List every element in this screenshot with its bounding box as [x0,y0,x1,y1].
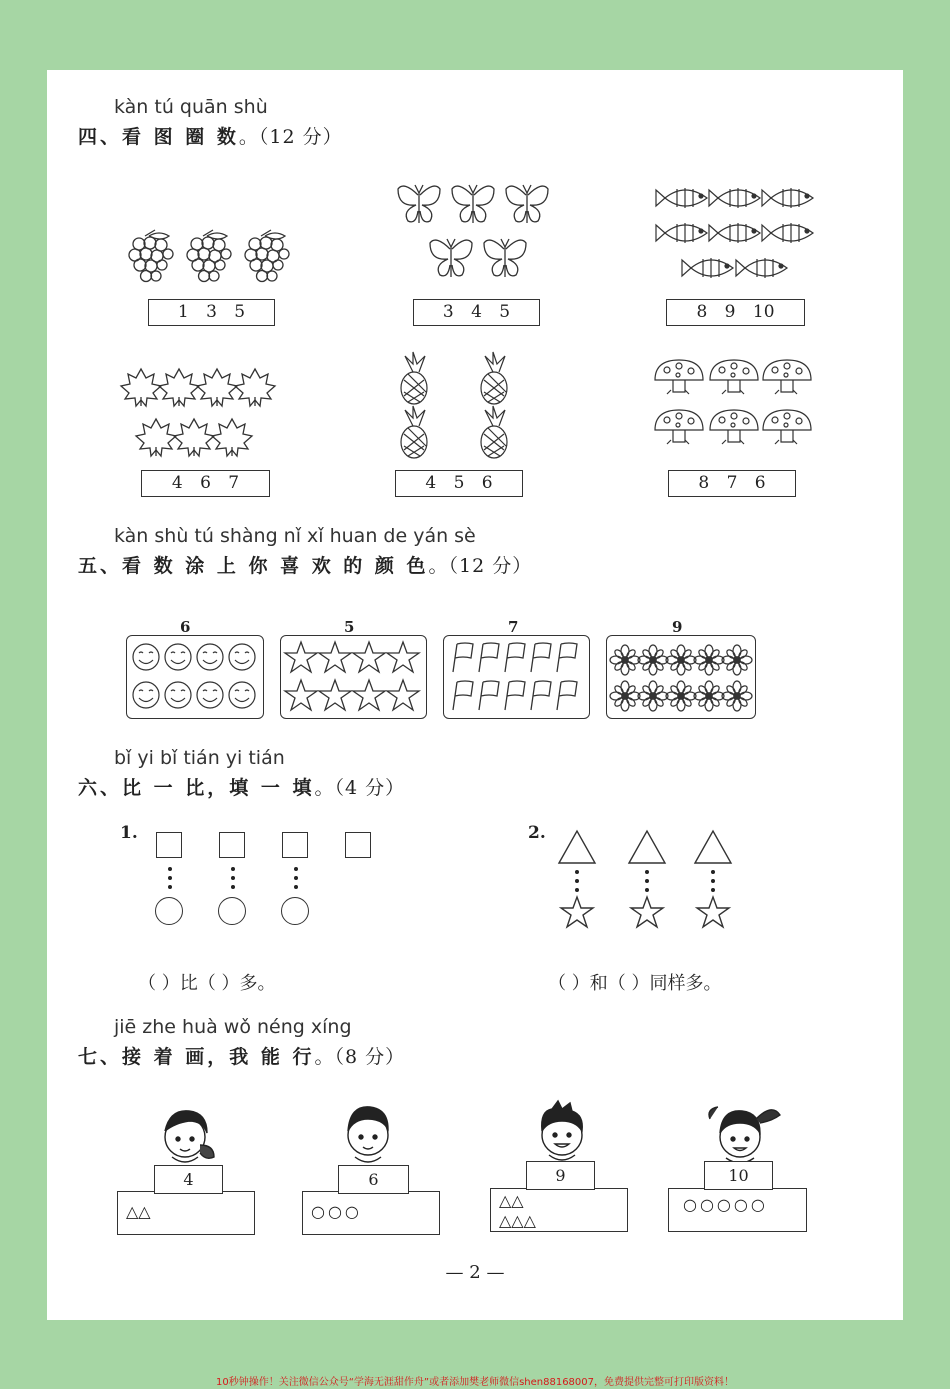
triangles-and-stars [555,830,740,935]
grapes-number-box[interactable]: 1 3 5 [148,299,275,326]
stand-1-number: 4 [154,1165,223,1194]
footer-promo-text: 10秒钟操作！关注微信公众号“学海无涯甜作舟”或者添加樊老师微信shen88168007，免费提供完整可打印版资料！ [215,1377,735,1388]
square-3 [282,832,308,858]
question1-answer-line[interactable]: （ ）比（ ）多。 [138,973,276,994]
stand-4-base[interactable] [668,1188,807,1232]
flag-group-label: 7 [508,618,519,636]
stand-3-shapes-row2: △△△ [499,1211,536,1230]
stand-3-shapes-row1: △△ [499,1191,524,1210]
dotted-line-2 [231,867,235,894]
stand-2-shapes: ○○○ [311,1202,362,1221]
stand-4-shapes: ○○○○○ [683,1195,768,1214]
butterflies-picture [396,183,556,283]
maple-leaves-picture [123,367,283,462]
flags [450,642,585,714]
section7-pinyin: jiē zhe huà wǒ néng xíng [114,1016,352,1038]
mushrooms-number-box[interactable]: 8 7 6 [668,470,796,497]
question2-answer-line[interactable]: （ ）和（ ）同样多。 [548,973,722,994]
section6-pinyin: bǐ yi bǐ tián yi tián [114,747,285,769]
smiley-group[interactable] [126,635,264,719]
stand-2-base[interactable] [302,1191,440,1235]
children-pictures [150,1095,790,1170]
smiley-faces [131,642,261,714]
dotted-line-3 [294,867,298,894]
square-4 [345,832,371,858]
section4-pinyin: kàn tú quān shù [114,96,268,118]
star-group[interactable] [280,635,427,719]
stand-4-number: 10 [704,1161,773,1190]
maple-leaves-number-box[interactable]: 4 6 7 [141,470,270,497]
question2-label: 2. [528,823,546,843]
circle-2 [218,897,246,925]
fish-picture [655,183,820,288]
section6-title: 六、比 一 比，填 一 填。（4 分） [78,777,406,799]
section5-title: 五、看 数 涂 上 你 喜 欢 的 颜 色。（12 分） [78,555,533,577]
dotted-line-1 [168,867,172,894]
flowers [611,646,755,714]
stars [285,640,425,716]
circle-1 [155,897,183,925]
page-number: — 2 — [445,1262,505,1283]
stand-1-shapes: △△ [126,1202,151,1221]
square-2 [219,832,245,858]
stand-3-number: 9 [526,1161,595,1190]
section5-pinyin: kàn shù tú shàng nǐ xǐ huan de yán sè [114,525,476,547]
flag-group[interactable] [443,635,590,719]
square-1 [156,832,182,858]
stand-1-base[interactable] [117,1191,255,1235]
star-group-label: 5 [344,618,355,636]
stand-2-number: 6 [338,1165,409,1194]
section4-title: 四、看 图 圈 数。（12 分） [78,126,343,148]
section7-title: 七、接 着 画，我 能 行。（8 分） [78,1046,406,1068]
question1-label: 1. [120,823,138,843]
grapes-picture [125,228,305,288]
circle-3 [281,897,309,925]
smiley-group-label: 6 [180,618,191,636]
flower-group[interactable] [606,635,756,719]
butterflies-number-box[interactable]: 3 4 5 [413,299,540,326]
pineapples-picture [393,352,528,462]
stand-3-base[interactable] [490,1188,628,1232]
flower-group-label: 9 [672,618,683,636]
pineapples-number-box[interactable]: 4 5 6 [395,470,523,497]
fish-number-box[interactable]: 8 9 10 [666,299,805,326]
mushrooms-picture [653,358,815,463]
